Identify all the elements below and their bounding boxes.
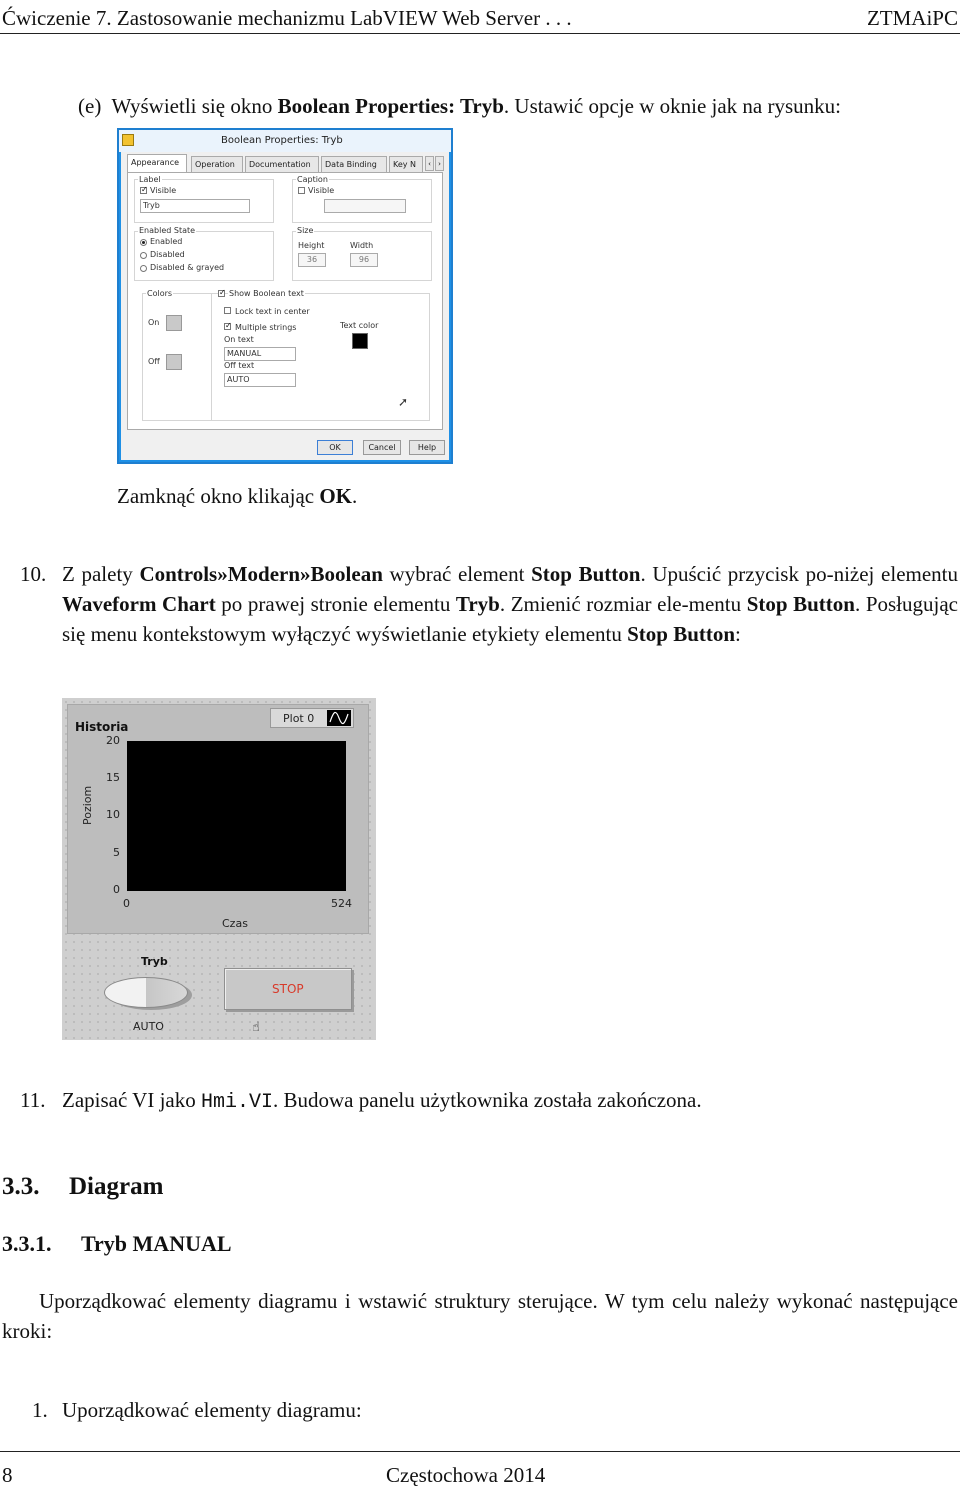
step-e-text: Wyświetli się okno (111, 94, 278, 118)
caption-visible-checkbox[interactable] (298, 187, 305, 194)
y-axis-label: Poziom (81, 785, 94, 825)
step-10-segment: wybrać element (382, 562, 532, 586)
plot-legend-label: Plot 0 (283, 712, 315, 725)
height-label: Height (298, 241, 325, 250)
stop-button[interactable] (224, 968, 352, 1010)
step-10-segment: . Zmienić rozmiar ele-mentu (499, 592, 747, 616)
app-icon (122, 134, 134, 146)
x-tick: 524 (331, 897, 352, 910)
caption-input[interactable] (324, 199, 406, 213)
page-number: 8 (2, 1463, 13, 1487)
tab-scroll-right-icon[interactable]: › (435, 156, 444, 171)
plot-line-icon-svg (327, 710, 351, 726)
disabled-grayed-text: Disabled & grayed (150, 263, 225, 272)
label-input[interactable]: Tryb (140, 199, 250, 213)
colors-group-title: Colors (147, 289, 173, 298)
chart-title: Historia (75, 720, 129, 734)
step-10-bold: Stop Button (627, 622, 736, 646)
disabled-radio[interactable] (140, 252, 147, 259)
section-title: Diagram (69, 1173, 164, 1200)
x-axis-label: Czas (222, 917, 248, 930)
tryb-toggle[interactable] (104, 977, 188, 1008)
tab-appearance[interactable]: Appearance (127, 154, 187, 173)
toggle-off-text: AUTO (133, 1020, 164, 1033)
label-group-title: Label (139, 175, 161, 184)
on-text-input[interactable]: MANUAL (224, 347, 296, 361)
plot-legend[interactable] (270, 708, 354, 728)
appearance-panel (127, 172, 443, 430)
step-11-code: Hmi.VI (200, 1091, 273, 1114)
on-color-swatch[interactable] (166, 315, 182, 331)
dialog-titlebar (119, 130, 451, 152)
lock-text-checkbox[interactable] (224, 307, 231, 314)
cancel-button[interactable]: Cancel (363, 440, 401, 455)
step-10-bold: Waveform Chart (62, 592, 216, 616)
y-tick: 10 (106, 808, 120, 821)
enabled-radio[interactable] (140, 239, 147, 246)
waveform-chart (67, 704, 369, 934)
off-text-label: Off text (224, 361, 255, 370)
step-10-segment: . Upuścić przycisk po-niżej elementu (640, 562, 959, 586)
step-10-segment: : (735, 622, 741, 646)
x-tick: 0 (123, 897, 130, 910)
y-tick: 5 (113, 846, 120, 859)
show-boolean-text-checkbox[interactable] (218, 290, 225, 297)
footer-center: Częstochowa 2014 (386, 1463, 546, 1487)
mouse-cursor-icon: ➚ (398, 395, 409, 409)
label-visible-text: Visible (150, 186, 177, 195)
dialog-title: Boolean Properties: Tryb (221, 135, 343, 146)
width-label: Width (350, 241, 374, 250)
step-10-segment: . Posługując się menu kontekstowym wyłączyć wyświetlanie etykiety elementu (62, 592, 958, 646)
y-tick: 0 (113, 883, 120, 896)
intro-paragraph: Uporządkować elementy diagramu i wstawić struktury sterujące. W tym celu należy wykonać następujące kroki: (2, 1289, 958, 1343)
on-color-label: On (148, 318, 160, 327)
tab-operation[interactable]: Operation (191, 156, 243, 172)
header-title: Ćwiczenie 7. Zastosowanie mechanizmu LabVIEW Web Server . . . (2, 6, 572, 30)
subsection-number: 3.3.1. (2, 1231, 52, 1256)
header-right: ZTMAiPC (866, 6, 958, 30)
ok-button[interactable]: OK (317, 440, 353, 455)
tab-key-navigation[interactable]: Key N (389, 156, 423, 172)
step-e-marker: (e) (78, 94, 102, 118)
step-11-number: 11. (20, 1088, 46, 1112)
close-note-bold: OK (319, 484, 353, 508)
item-1-text: Uporządkować elementy diagramu: (62, 1398, 362, 1422)
height-input[interactable]: 36 (298, 253, 326, 267)
off-color-swatch[interactable] (166, 354, 182, 370)
text-color-swatch[interactable] (352, 333, 368, 349)
tab-documentation[interactable]: Documentation (245, 156, 319, 172)
close-note-end: . (352, 484, 358, 508)
tab-data-binding[interactable]: Data Binding (321, 156, 387, 172)
dialog-body (121, 152, 449, 460)
page-header (0, 4, 960, 32)
stop-button-text: STOP (272, 982, 304, 996)
step-11-post: . Budowa panelu użytkownika została zakończona. (273, 1088, 702, 1112)
step-e-text-end: . Ustawić opcje w oknie jak na rysunku: (503, 94, 841, 118)
toggle-label: Tryb (141, 955, 168, 968)
size-group-title: Size (297, 226, 314, 235)
lock-text-label: Lock text in center (235, 307, 310, 316)
close-note (117, 481, 357, 511)
off-text-input[interactable]: AUTO (224, 373, 296, 387)
step-10-number: 10. (20, 562, 47, 586)
label-visible-checkbox[interactable] (140, 187, 147, 194)
y-tick: 15 (106, 771, 120, 784)
header-rule (0, 33, 960, 34)
section-number: 3.3. (2, 1173, 40, 1200)
disabled-grayed-radio[interactable] (140, 265, 147, 272)
on-text-label: On text (224, 335, 254, 344)
step-10-segment: Z palety (62, 562, 140, 586)
step-10-segment: po prawej stronie elementu (215, 592, 456, 616)
hand-cursor-icon: ☝ (252, 1020, 260, 1035)
enabled-state-title: Enabled State (139, 226, 196, 235)
y-tick: 20 (106, 734, 120, 747)
step-10-bold: Stop Button (746, 592, 855, 616)
step-11-text (62, 1085, 702, 1118)
plot-line-icon (327, 710, 351, 726)
footer-rule (0, 1451, 960, 1452)
tab-scroll-left-icon[interactable]: ‹ (425, 156, 434, 171)
disabled-text: Disabled (150, 250, 185, 259)
plot-area[interactable] (127, 741, 346, 891)
subsection-title: Tryb MANUAL (81, 1231, 232, 1256)
front-panel-screenshot (62, 698, 376, 1040)
step-11-pre: Zapisać VI jako (62, 1088, 201, 1112)
help-button[interactable]: Help (409, 440, 445, 455)
step-10-text (62, 559, 958, 649)
multiple-strings-label: Multiple strings (235, 323, 297, 332)
text-color-label: Text color (340, 321, 379, 330)
boolean-properties-dialog (117, 128, 453, 464)
step-10-bold: Tryb (455, 592, 500, 616)
caption-group-title: Caption (297, 175, 328, 184)
step-e (78, 91, 841, 121)
step-10-bold: Controls»Modern»Boolean (139, 562, 383, 586)
caption-visible-text: Visible (308, 186, 335, 195)
enabled-text: Enabled (150, 237, 183, 246)
step-e-bold: Boolean Properties: Tryb (277, 94, 504, 118)
step-10-bold: Stop Button (531, 562, 641, 586)
multiple-strings-checkbox[interactable] (224, 323, 231, 330)
show-boolean-text-label: Show Boolean text (229, 289, 304, 298)
item-1-number: 1. (32, 1398, 48, 1422)
off-color-label: Off (148, 357, 160, 366)
width-input[interactable]: 96 (350, 253, 378, 267)
close-note-text: Zamknąć okno klikając (117, 484, 320, 508)
